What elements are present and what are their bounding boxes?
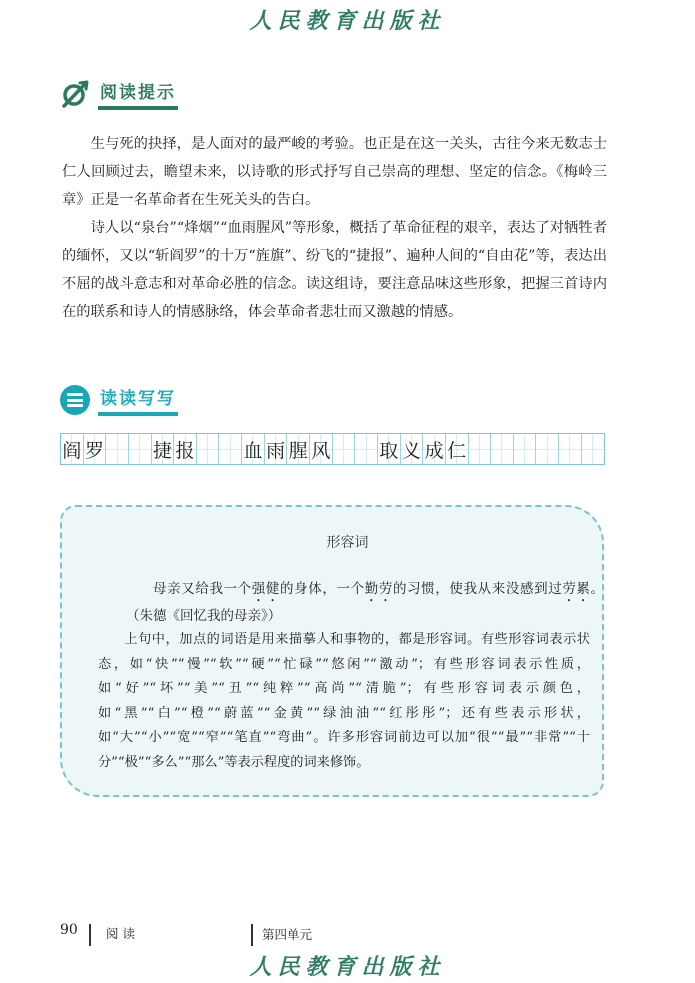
grid-cell (536, 434, 559, 464)
vocabulary-grid (60, 433, 605, 465)
footer-divider (89, 924, 91, 946)
grid-cell: 风 (310, 434, 333, 464)
grid-cell: 雨 (265, 434, 288, 464)
grid-cell (333, 434, 356, 464)
unit-label: 第四单元 (262, 927, 313, 942)
read-write-header (60, 384, 178, 416)
footer-divider (251, 924, 253, 946)
grid-cell: 血 (242, 434, 265, 464)
grid-cell: 义 (401, 434, 424, 464)
dotted-word: 强健 (251, 581, 281, 597)
grid-cell (491, 434, 514, 464)
reading-tips-paragraph-1: 生与死的抉择，是人面对的最严峻的考验。也正是在这一关头，古往今来无数志士仁人回顾过去，瞻望未来，以诗歌的形式抒写自己崇高的理想、坚定的信念。《梅岭三章》正是一名革命者在生死关头的告白。 (62, 136, 607, 208)
quote-text: 的身体，一个 (280, 581, 365, 597)
example-quote (126, 578, 604, 627)
publisher-logo-top: 人民教育出版社 (249, 8, 446, 34)
grid-cell (106, 434, 129, 464)
adjective-explanation: 上句中，加点的词语是用来描摹人和事物的，都是形容词。有些形容词表示状态，如“快”“慢”“软”“硬”“忙碌”“悠闲”“激动”；有些形容词表示性质，如“好”“坏”“美”“丑”“纯粹”“高尚”“清脆”；有些形容词表示颜色，如“黑”“白”“橙”“蔚蓝”“金黄”“绿油油”“红彤彤”；还有些表示形状，如“大”“小”“宽”“窄”“笔直”“弯曲”。许多形容词前边可以加“很”“最”“非常”“十分”“极”“多么”“那么”等表示程度的词来修饰。 (98, 632, 590, 770)
grid-cell (129, 434, 152, 464)
grid-cell: 腥 (287, 434, 310, 464)
quote-source: 。（朱德《回忆我的母亲》） (126, 581, 605, 624)
dotted-word: 劳累 (562, 581, 591, 597)
dotted-word: 勤劳 (364, 581, 393, 597)
grid-cell: 成 (423, 434, 446, 464)
read-write-title: 读读写写 (98, 384, 178, 416)
grid-cell: 仁 (446, 434, 469, 464)
grid-cell (469, 434, 492, 464)
grid-cell: 报 (174, 434, 197, 464)
reading-tips-paragraph-2: 诗人以“泉台”“烽烟”“血雨腥风”等形象，概括了革命征程的艰辛，表达了对牺牲者的缅怀，又以“斩阎罗”的十万“旌旗”、纷飞的“捷报”、遍种人间的“自由花”等，表达出不屈的战斗意志和对革命必胜的信念。读这组诗，要注意品味这些形象，把握三首诗内在的联系和诗人的情感脉络，体会革命者悲壮而又激越的情感。 (62, 220, 607, 320)
grid-cell (559, 434, 582, 464)
grid-cell (219, 434, 242, 464)
grid-cell (514, 434, 537, 464)
list-icon (60, 385, 90, 415)
section-label: 阅读 (106, 926, 140, 941)
reading-tips-icon (60, 79, 90, 109)
quote-text: 母亲又给我一个 (153, 581, 252, 597)
grid-cell: 阎 (61, 434, 84, 464)
grid-cell: 捷 (152, 434, 175, 464)
page-number: 90 (60, 922, 78, 938)
grid-cell: 罗 (84, 434, 107, 464)
knowledge-box-title: 形容词 (326, 535, 369, 551)
grid-cell (197, 434, 220, 464)
reading-tips-header (60, 78, 178, 110)
grid-cell (582, 434, 604, 464)
quote-text: 的习惯，使我从来没感到过 (392, 581, 563, 597)
reading-tips-title: 阅读提示 (98, 78, 178, 110)
grid-cell: 取 (378, 434, 401, 464)
grid-cell (355, 434, 378, 464)
publisher-logo-bottom: 人民教育出版社 (249, 954, 446, 980)
